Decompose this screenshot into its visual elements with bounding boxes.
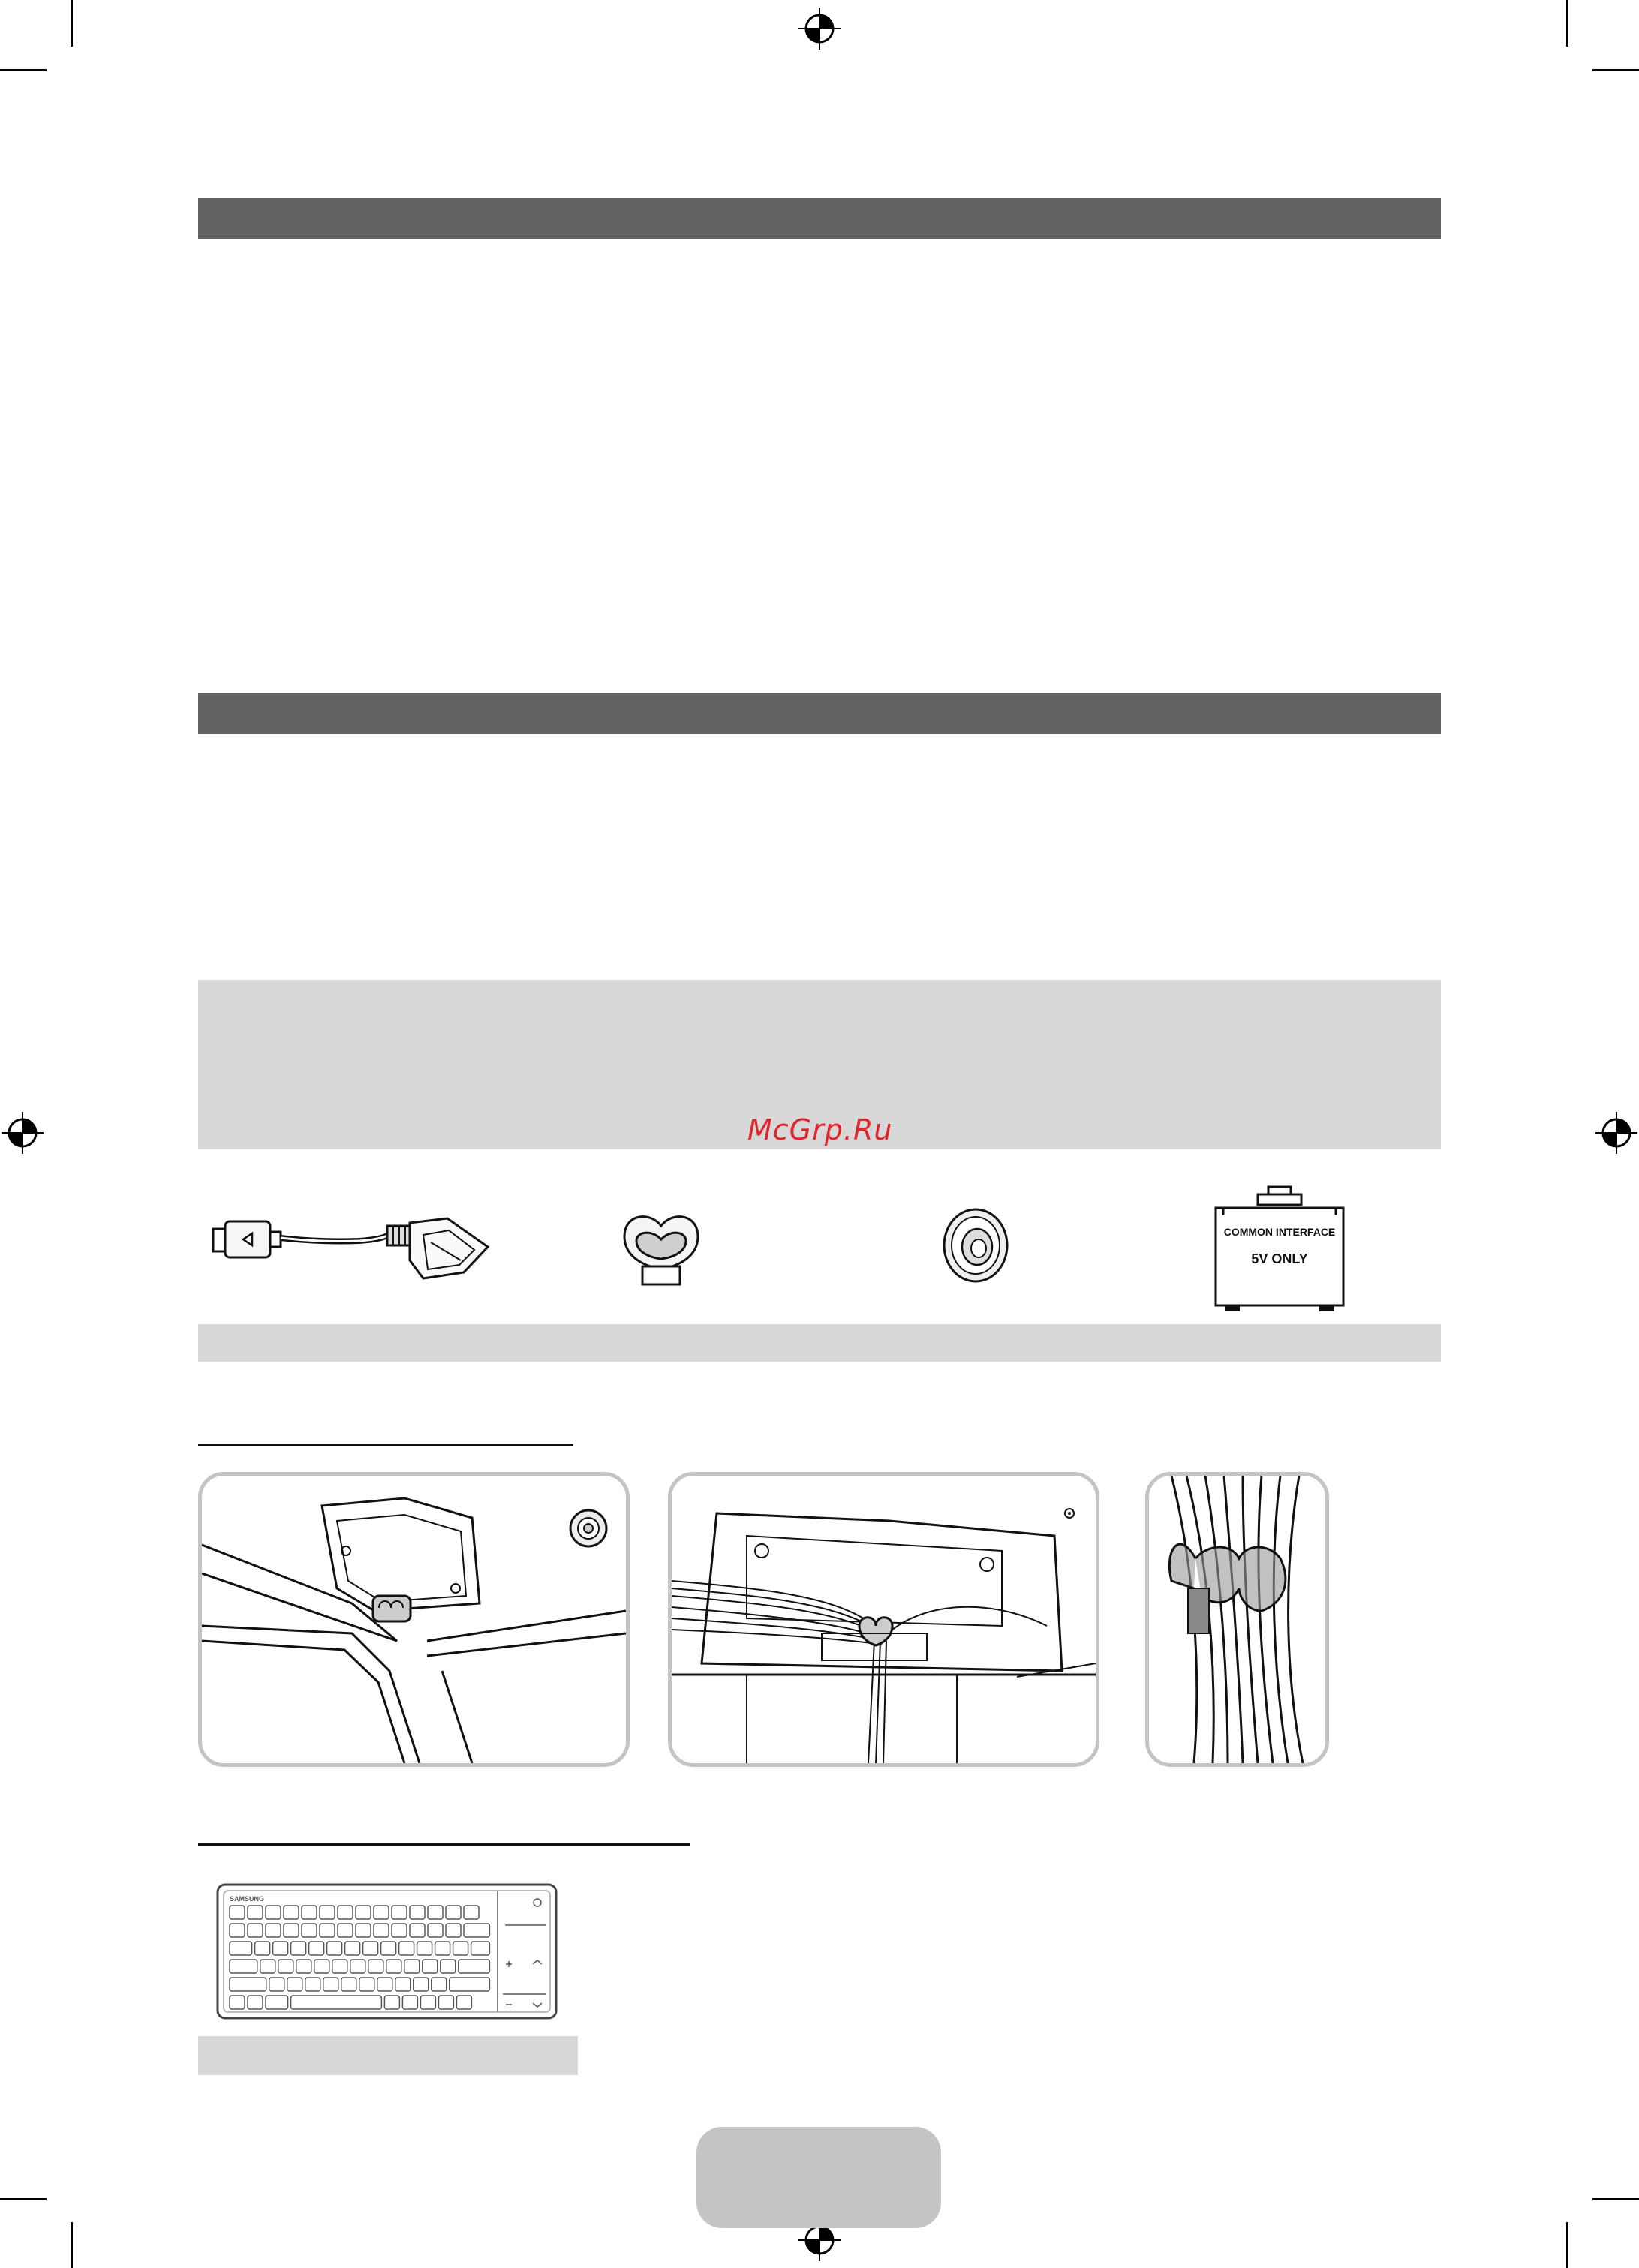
subsection-rule [198, 1444, 573, 1446]
crop-mark [71, 2222, 73, 2268]
registration-mark-icon [1595, 1112, 1637, 1154]
crop-mark [1592, 69, 1639, 71]
ci-card-label-line2: 5V ONLY [1251, 1251, 1308, 1266]
scart-adapter-image [209, 1200, 494, 1283]
cable-routing-illustration-panel [668, 1472, 1099, 1767]
holder-ring-image [940, 1205, 1012, 1286]
cable-holder-image [620, 1208, 702, 1287]
registration-mark-icon [2, 1112, 44, 1154]
crop-mark [0, 69, 47, 71]
stand-illustration-panel [198, 1472, 630, 1767]
watermark: McGrp.Ru [747, 1113, 893, 1146]
section-header-bar [198, 693, 1441, 734]
keyboard-brand-label: SAMSUNG [230, 1895, 265, 1903]
page-number-tab [696, 2127, 941, 2228]
wireless-keyboard-image [216, 1883, 558, 2020]
ci-card-adapter-image [1208, 1185, 1351, 1313]
subsection-rule [198, 1843, 690, 1846]
crop-mark [0, 2198, 47, 2200]
crop-mark [1592, 2198, 1639, 2200]
accessory-caption-strip [198, 1324, 1441, 1362]
ci-card-label-line1: COMMON INTERFACE [1223, 1226, 1336, 1238]
crop-mark [71, 0, 73, 47]
registration-mark-icon [798, 8, 841, 50]
crop-mark [1566, 2222, 1568, 2268]
cable-bundle-detail-panel [1145, 1472, 1329, 1767]
crop-mark [1566, 0, 1568, 47]
section-header-bar [198, 198, 1441, 239]
keyboard-caption-strip [198, 2036, 578, 2075]
